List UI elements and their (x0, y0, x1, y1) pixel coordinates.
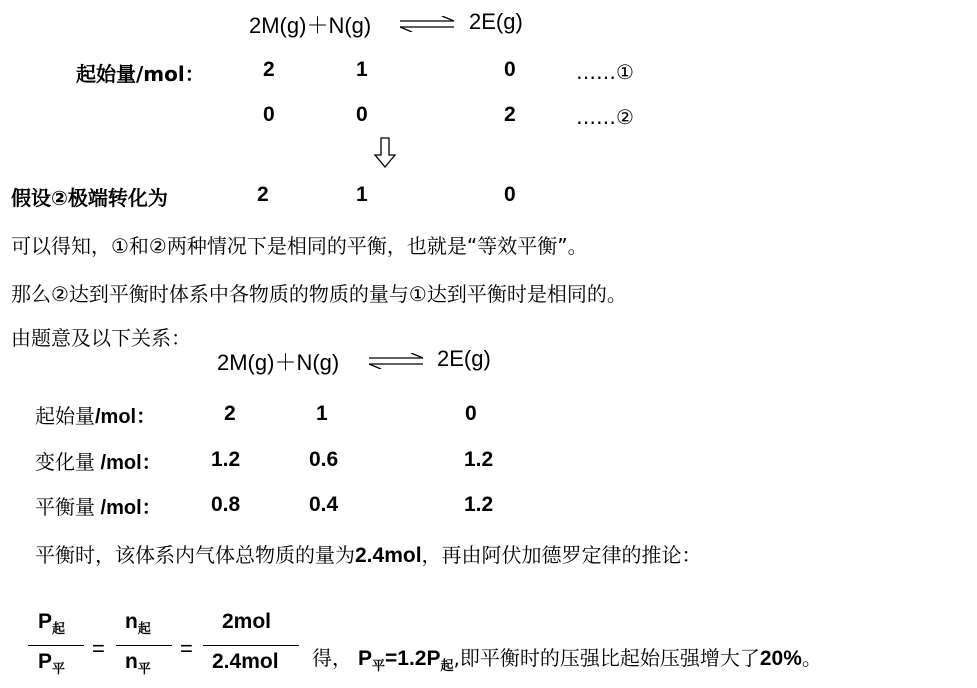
equilibrium-arrow-icon (367, 353, 425, 369)
tail-percent: 20% (759, 647, 802, 670)
table1-r1-m: 2 (263, 58, 275, 81)
table1-r2-n: 0 (356, 103, 368, 126)
row-label: 平衡量 (35, 495, 95, 519)
table2-start-e: 0 (465, 402, 477, 425)
table2-eq-e: 1.2 (464, 493, 494, 516)
frac1-numerator: $P_起$ (38, 610, 66, 636)
frac2-denominator: $n_平$ (125, 650, 151, 676)
equation-2-reactants: 2M(g)＋N(g) (217, 350, 340, 375)
down-arrow-icon (373, 137, 397, 169)
assume-m: 2 (257, 183, 269, 206)
table1-r2-e: 2 (504, 103, 516, 126)
frac1-line (28, 645, 84, 646)
table2-change-m: 1.2 (211, 448, 241, 471)
table2-row-change (35, 446, 162, 475)
table1-r2-marker: ……② (576, 105, 634, 129)
tail-end: 。 (801, 646, 822, 670)
frac3-line (203, 645, 299, 646)
line4-post: ，再由阿伏加德罗定律的推论： (421, 543, 702, 567)
row-unit: /mol： (95, 406, 157, 428)
assume-e: 0 (504, 183, 516, 206)
assume-text: 假设②极端转化为 (11, 186, 168, 210)
line4-pre: 平衡时，该体系内气体总物质的量为 (35, 543, 355, 567)
frac2-numerator: $n_起$ (125, 610, 151, 636)
equation-2-products: 2E(g) (437, 346, 491, 371)
table1-r2-m: 0 (263, 103, 275, 126)
row-label: 起始量 (35, 404, 95, 428)
frac1-denominator: $P_平$ (38, 650, 66, 676)
row-label: 变化量 (35, 450, 95, 474)
tail-de: 得， (312, 646, 352, 670)
table1-r1-n: 1 (356, 58, 368, 81)
line4-amount: 2.4mol (355, 544, 422, 567)
assume-n: 1 (356, 183, 368, 206)
equation-1-products: 2E(g) (469, 9, 523, 34)
equilibrium-arrow-icon (398, 16, 456, 32)
formula-tail (312, 642, 822, 674)
table2-eq-m: 0.8 (211, 493, 241, 516)
table2-eq-n: 0.4 (309, 493, 339, 516)
table2-row-equilibrium (35, 491, 162, 520)
frac2-line (116, 645, 172, 646)
equals-sign-1: = (92, 636, 105, 661)
table1-label: 起始量/mol： (76, 62, 205, 86)
table2-start-m: 2 (224, 402, 236, 425)
text-line-1: 可以得知，①和②两种情况下是相同的平衡，也就是“等效平衡”。 (11, 234, 588, 258)
table1-r1-e: 0 (504, 58, 516, 81)
table1-r1-marker: ……① (576, 60, 634, 84)
table2-start-n: 1 (316, 402, 328, 425)
equation-1-reactants: 2M(g)＋N(g) (249, 13, 372, 38)
table2-change-e: 1.2 (464, 448, 494, 471)
row-unit: /mol： (95, 497, 162, 519)
table2-row-start (35, 400, 156, 429)
table2-change-n: 0.6 (309, 448, 339, 471)
tail-text: ,即平衡时的压强比起始压强增大了 (453, 646, 760, 670)
text-line-4 (35, 539, 702, 568)
row-unit: /mol： (95, 452, 162, 474)
frac3-numerator: 2mol (222, 610, 272, 633)
tail-p-eq: $P_平=1.2P_起$ (358, 647, 454, 673)
frac3-denominator: 2.4mol (212, 650, 279, 673)
text-line-2: 那么②达到平衡时体系中各物质的物质的量与①达到平衡时是相同的。 (11, 282, 627, 306)
equals-sign-2: = (180, 636, 193, 661)
text-line-3: 由题意及以下关系： (11, 326, 191, 350)
